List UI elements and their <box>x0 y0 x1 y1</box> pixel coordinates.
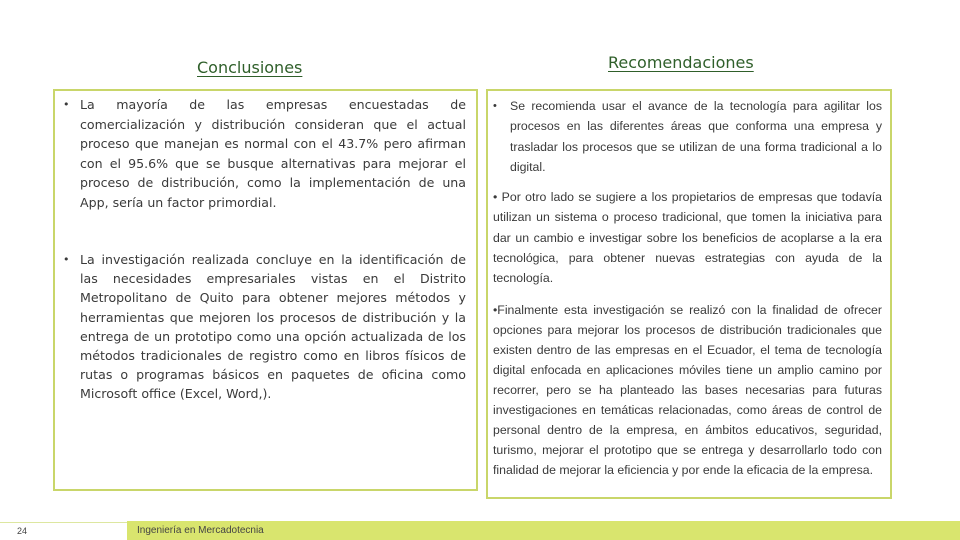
bullet-icon: • <box>493 100 497 112</box>
footer-divider <box>0 522 127 523</box>
bullet-icon: • <box>63 98 70 111</box>
recommendation-paragraph: • Por otro lado se sugiere a los propietarios de empresas que todavía utilizan un sistema o proceso tradicional, que tomen la iniciativa para dar un cambio e investigar sobre los beneficios de acoplarse a la era tecnológica, para obtener nuevas estrategias con ayuda de la tecnología. <box>493 190 882 286</box>
bullet-icon: • <box>63 253 70 266</box>
conclusion-item <box>63 95 466 212</box>
recommendation-text: Se recomienda usar el avance de la tecnología para agilitar los procesos en las diferentes áreas que conforma una empresa y trasladar los procesos que se utilizan de una forma tradicional a lo digital. <box>510 99 882 174</box>
page-number: 24 <box>17 526 28 536</box>
recommendation-item <box>493 96 882 177</box>
conclusion-item <box>63 250 466 404</box>
conclusions-title: Conclusiones <box>197 58 303 77</box>
footer-text: Ingeniería en Mercadotecnia <box>137 525 264 536</box>
conclusion-text: La investigación realizada concluye en la identificación de las necesidades empresariales vistas en el Distrito Metropolitano de Quito para obtener mejores métodos y herramientas que mejoren los procesos de distribución y la entrega de un prototipo como una opción actualizada de los métodos tradicionales de registro como en libros físicos de rutas o programas básicos en paquetes de oficina como Microsoft office (Excel, Word,). <box>80 252 466 402</box>
conclusion-text: La mayoría de las empresas encuestadas de comercialización y distribución consideran que el actual proceso que manejan es normal con el 43.7% pero afirman con el 95.6% que se busque alternativas para mejorar el proceso de distribución, como la implementación de una App, sería un factor primordial. <box>80 97 466 210</box>
recommendation-paragraph: •Finalmente esta investigación se realizó con la finalidad de ofrecer opciones para mejorar los procesos de distribución tradicionales que existen dentro de las empresas en el Ecuador, el tema de tecnología digital enfocada en aplicaciones móviles tiene un amplio camino por recorrer, pero se ha planteado las bases necesarias para futuras investigaciones en temáticas relacionadas, como áreas de control de personal dentro de la empresa, en ámbitos educativos, seguridad, turismo, mejorar el prototipo que se entrega y desarrollarlo todo con finalidad de mejorar la eficiencia y por ende la eficacia de la empresa. <box>493 303 882 477</box>
recommendations-title: Recomendaciones <box>608 53 754 72</box>
